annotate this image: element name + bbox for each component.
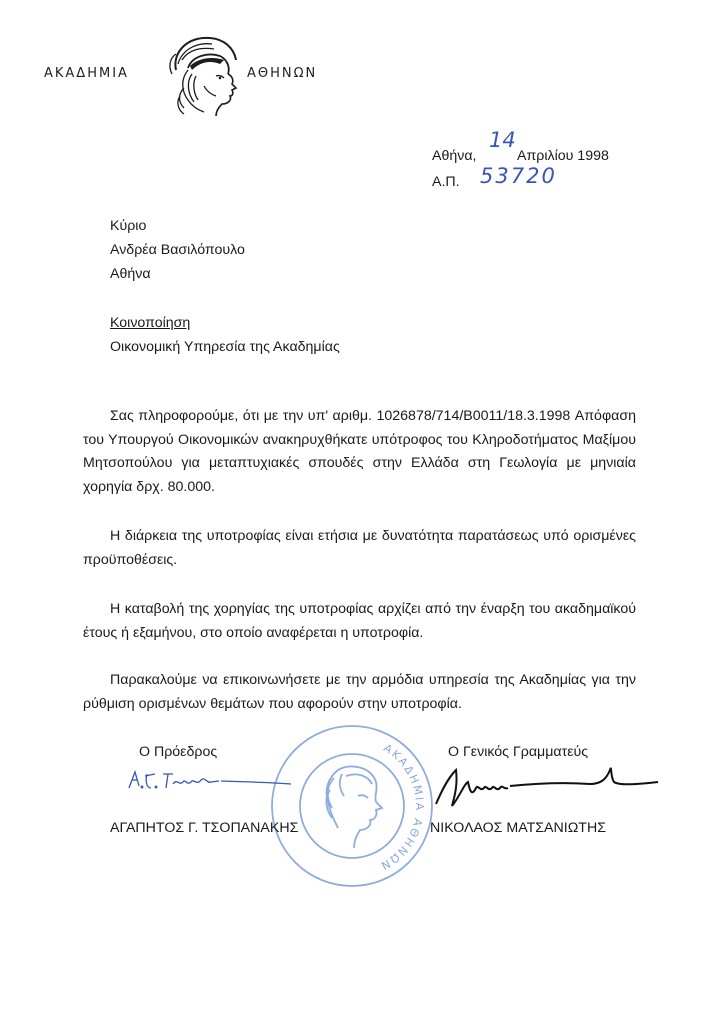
letterhead-left-text: ΑΚΑΔΗΜΙΑ [44,66,129,81]
president-name: ΑΓΑΠΗΤΟΣ Γ. ΤΣΟΠΑΝΑΚΗΣ [110,820,299,836]
body-paragraph-1: Σας πληροφορούμε, ότι με την υπ' αριθμ. 1026878/714/B0011/18.3.1998 Απόφαση του Υπουργού Οικονομικών ανακηρυχθήκατε υπότροφος του Κληροδοτήματος Μαξίμου Μητσοπούλου για μεταπτυχιακές σπουδές στην Ελλάδα στη Γεωλογία με μηνιαία χορηγία δρχ. 80.000. [83,408,636,495]
date-month-year: Απριλίου 1998 [517,148,609,164]
president-title: Ο Πρόεδρος [139,744,218,760]
academy-stamp-seal [268,720,436,892]
athena-head-emblem-icon [158,30,248,122]
stamp-text: ΑΚΑΔΗΜΙΑ ΑΘΗΝΩΝ [377,741,427,874]
recipient-city: Αθήνα [110,266,151,282]
handwritten-reference-number: 53720 [480,164,557,188]
date-city: Αθήνα, [432,148,477,164]
president-handwritten-signature [125,764,295,794]
reference-label: Α.Π. [432,174,460,190]
body-paragraph-3: Η καταβολή της χορηγίας της υποτροφίας αρχίζει από την έναρξη του ακαδημαϊκού έτους ή εξαμήνου, στο οποίο αναφέρεται η υποτροφία. [83,601,636,641]
body-paragraph-4: Παρακαλούμε να επικοινωνήσετε με την αρμόδια υπηρεσία της Ακαδημίας για την ρύθμιση ορισμένων θεμάτων που αφορούν στην υποτροφία. [83,672,636,712]
recipient-name: Ανδρέα Βασιλόπουλο [110,242,245,258]
recipient-salutation: Κύριο [110,218,147,234]
letterhead-right-text: ΑΘΗΝΩΝ [247,66,318,81]
secretary-handwritten-signature [430,756,662,814]
secretary-name: ΝΙΚΟΛΑΟΣ ΜΑΤΣΑΝΙΩΤΗΣ [430,820,606,836]
handwritten-day: 14 [489,128,516,152]
secretary-title: Ο Γενικός Γραμματεύς [448,744,589,760]
cc-label: Κοινοποίηση [110,315,191,331]
body-paragraph-2: Η διάρκεια της υποτροφίας είναι ετήσια με δυνατότητα παρατάσεως υπό ορισμένες προϋποθέσεις. [83,528,636,568]
cc-value: Οικονομική Υπηρεσία της Ακαδημίας [110,339,340,355]
